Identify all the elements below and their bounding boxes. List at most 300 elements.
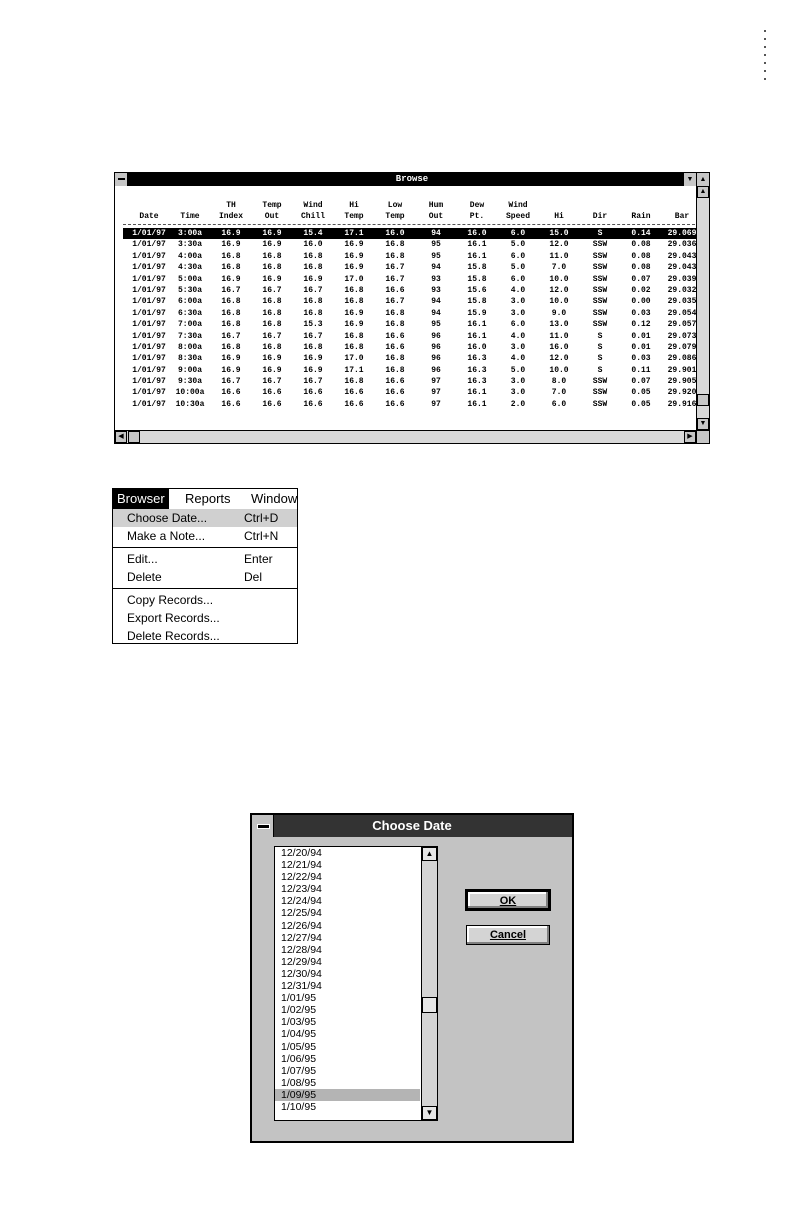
table-row[interactable] (123, 274, 696, 285)
scroll-left-icon[interactable]: ◀ (115, 431, 127, 443)
list-item[interactable]: 12/25/94 (281, 907, 322, 920)
table-cell: 93 (431, 274, 441, 284)
table-cell: 6.0 (510, 320, 526, 330)
table-cell: 13.0 (549, 320, 569, 330)
column-header (656, 188, 696, 222)
table-cell: 16.9 (221, 240, 241, 250)
scroll-up-icon[interactable]: ▲ (697, 186, 709, 198)
menu-bar (113, 489, 298, 510)
browser-menu-screenshot (112, 488, 298, 644)
menu-separator (113, 588, 298, 589)
list-item[interactable]: 12/23/94 (281, 883, 322, 896)
table-cell: 16.6 (221, 399, 241, 409)
size-grip (696, 430, 709, 443)
table-cell: 16.8 (262, 263, 282, 273)
list-item[interactable]: 12/26/94 (281, 919, 322, 932)
table-row[interactable] (123, 365, 696, 376)
list-item[interactable]: 12/30/94 (281, 967, 322, 980)
table-cell: 0.08 (631, 263, 651, 273)
table-cell: 97 (431, 377, 441, 387)
table-cell: 16.7 (221, 377, 241, 387)
browse-grid (115, 186, 696, 430)
column-header-text: Wind (508, 201, 528, 210)
table-cell: 3:00a (177, 229, 202, 238)
table-cell: 16.6 (385, 399, 405, 409)
table-cell: 16.8 (221, 308, 241, 318)
table-row[interactable] (123, 285, 696, 296)
table-cell: 6.0 (510, 251, 526, 261)
table-cell: 16.7 (262, 285, 282, 295)
table-cell: 0.05 (631, 388, 651, 398)
table-cell: 16.8 (303, 342, 323, 352)
table-cell: 16.1 (467, 320, 487, 330)
table-row[interactable] (123, 296, 696, 307)
table-cell: 7:30a (177, 331, 202, 341)
date-list (275, 847, 420, 1113)
scroll-right-icon[interactable]: ▶ (684, 431, 696, 443)
table-cell: 15.0 (549, 229, 569, 238)
table-cell: 29.073 (667, 331, 696, 341)
table-cell: 16.9 (344, 263, 364, 273)
table-cell: 9.0 (551, 308, 567, 318)
list-item[interactable]: 1/04/95 (281, 1028, 317, 1041)
table-cell: 1/01/97 (132, 285, 166, 295)
table-cell: 6.0 (510, 229, 526, 238)
table-cell: 16.8 (385, 354, 405, 364)
table-cell: 16.7 (385, 263, 405, 273)
list-item[interactable]: 1/06/95 (281, 1052, 317, 1065)
table-cell: SSW (592, 274, 608, 284)
table-cell: 16.1 (467, 251, 487, 261)
table-cell: 0.01 (631, 331, 651, 341)
table-cell: 4:00a (177, 251, 202, 261)
table-cell: 29.905 (667, 377, 696, 387)
menu-item-label: Export Records... (127, 611, 220, 625)
table-cell: SSW (592, 399, 608, 409)
ok-button[interactable] (466, 890, 550, 910)
list-item[interactable]: 1/02/95 (281, 1004, 317, 1017)
table-cell: 16.6 (262, 399, 282, 409)
table-cell: 95 (431, 240, 441, 250)
table-cell: 16.6 (221, 388, 241, 398)
list-item[interactable]: 12/20/94 (281, 847, 322, 859)
table-cell: 96 (431, 365, 441, 375)
table-row[interactable] (123, 228, 696, 239)
table-cell: 1/01/97 (132, 263, 166, 273)
column-header-text: Temp (344, 212, 364, 221)
table-cell: 95 (431, 320, 441, 330)
column-header-text: Hum (428, 201, 444, 210)
system-menu-icon[interactable] (252, 815, 274, 837)
column-header-text: Time (180, 212, 200, 221)
table-cell: 5.0 (510, 365, 526, 375)
table-cell: 0.11 (631, 365, 651, 375)
table-cell: 8:30a (177, 354, 202, 364)
menu-item-shortcut: Ctrl+N (244, 529, 279, 543)
table-row[interactable] (123, 251, 696, 262)
table-cell: 4.0 (510, 285, 526, 295)
table-cell: SSW (592, 308, 608, 318)
table-cell: 16.6 (385, 377, 405, 387)
table-cell: 16.8 (385, 320, 405, 330)
table-cell: 10:30a (175, 399, 205, 409)
table-cell: 0.03 (631, 308, 651, 318)
table-cell: 29.920 (667, 388, 696, 398)
table-cell: 29.057 (667, 320, 696, 330)
column-header-text: Hi (349, 201, 359, 210)
table-cell: S (597, 365, 603, 375)
menu-item-edit[interactable] (113, 550, 298, 568)
table-cell: 29.036 (667, 240, 696, 250)
table-cell: 15.4 (303, 229, 323, 238)
table-cell: 5:00a (177, 274, 202, 284)
table-cell: 1/01/97 (132, 365, 166, 375)
table-cell: 7.0 (551, 388, 567, 398)
table-cell: S (597, 229, 603, 238)
column-header-text: Chill (300, 212, 325, 221)
table-row[interactable] (123, 262, 696, 273)
table-cell: SSW (592, 240, 608, 250)
table-cell: 16.3 (467, 365, 487, 375)
table-cell: 12.0 (549, 240, 569, 250)
table-cell: 16.0 (385, 229, 405, 238)
table-cell: 29.035 (667, 297, 696, 307)
menu-item-label: Copy Records... (127, 593, 214, 607)
column-header-text: Hi (554, 212, 564, 221)
table-row[interactable] (123, 331, 696, 342)
table-cell: 97 (431, 388, 441, 398)
table-cell: S (597, 342, 603, 352)
table-cell: 29.901 (667, 365, 696, 375)
table-cell: 16.8 (385, 251, 405, 261)
list-item[interactable]: 12/22/94 (281, 871, 322, 884)
table-cell: 94 (431, 297, 441, 307)
table-cell: 4.0 (510, 354, 526, 364)
table-cell: 16.8 (344, 285, 364, 295)
menu-item-label: Edit... (127, 552, 158, 566)
table-cell: 0.14 (631, 229, 651, 238)
menu-browser[interactable]: Browser (113, 489, 169, 509)
table-cell: 2.0 (510, 399, 526, 409)
list-item[interactable]: 1/09/95 (275, 1089, 420, 1101)
table-cell: 5:30a (177, 285, 202, 295)
table-cell: 16.6 (344, 388, 364, 398)
menu-item-delete[interactable] (113, 568, 298, 586)
table-cell: 16.9 (303, 274, 323, 284)
table-cell: 16.8 (221, 297, 241, 307)
table-cell: 16.8 (303, 251, 323, 261)
vertical-scrollbar[interactable] (696, 186, 709, 430)
column-header-text: Speed (505, 212, 530, 221)
table-cell: 3.0 (510, 388, 526, 398)
table-cell: 16.6 (385, 285, 405, 295)
table-cell: 16.8 (262, 342, 282, 352)
table-cell: 29.069 (667, 229, 696, 238)
list-item[interactable]: 1/08/95 (281, 1076, 317, 1089)
table-cell: SSW (592, 251, 608, 261)
list-item[interactable]: 1/07/95 (281, 1064, 317, 1077)
maximize-icon[interactable]: ▲ (696, 173, 709, 186)
table-cell: 16.9 (221, 365, 241, 375)
menu-item-copy-records[interactable] (113, 591, 298, 609)
table-cell: 1/01/97 (132, 388, 166, 398)
table-cell: 15.8 (467, 297, 487, 307)
table-cell: 11.0 (549, 251, 569, 261)
column-header-text: TH (226, 201, 236, 210)
table-cell: 16.8 (221, 320, 241, 330)
list-item[interactable]: 12/31/94 (281, 980, 322, 993)
table-cell: 10:00a (175, 388, 205, 398)
list-item[interactable]: 1/05/95 (281, 1040, 317, 1053)
table-cell: 94 (431, 308, 441, 318)
menu-reports[interactable]: Reports (185, 491, 231, 506)
table-cell: 16.7 (303, 377, 323, 387)
table-cell: 93 (431, 285, 441, 295)
table-cell: 1/01/97 (132, 399, 166, 409)
table-cell: 16.1 (467, 331, 487, 341)
column-header-text: Dew (469, 201, 485, 210)
table-cell: S (597, 354, 603, 364)
dialog-title: Choose Date (372, 818, 452, 833)
menu-item-label: Delete Records... (127, 629, 220, 643)
table-cell: 16.8 (221, 342, 241, 352)
cancel-button[interactable] (466, 925, 550, 945)
table-cell: 3.0 (510, 297, 526, 307)
table-cell: 10.0 (549, 274, 569, 284)
table-cell: 0.01 (631, 342, 651, 352)
table-cell: 1/01/97 (132, 274, 166, 284)
date-listbox[interactable] (274, 846, 438, 1121)
table-cell: 29.039 (667, 274, 696, 284)
grid-rows (123, 228, 696, 410)
choose-date-dialog (250, 813, 574, 1143)
table-row[interactable] (123, 387, 696, 398)
table-cell: 1/01/97 (132, 251, 166, 261)
column-header-text (656, 200, 696, 211)
menu-item-shortcut: Ctrl+D (244, 511, 279, 525)
table-cell: 15.3 (303, 320, 323, 330)
dialog-title-bar (252, 815, 572, 837)
table-cell: 16.8 (303, 263, 323, 273)
table-cell: 16.1 (467, 240, 487, 250)
horizontal-scrollbar[interactable] (115, 430, 696, 443)
table-cell: 1/01/97 (132, 342, 166, 352)
table-row[interactable] (123, 376, 696, 387)
table-cell: 16.9 (221, 354, 241, 364)
menu-item-delete-records[interactable] (113, 627, 298, 644)
table-cell: 16.8 (262, 320, 282, 330)
table-cell: 17.1 (344, 365, 364, 375)
table-cell: 16.3 (467, 354, 487, 364)
table-row[interactable] (123, 342, 696, 353)
table-cell: 17.0 (344, 274, 364, 284)
table-cell: 0.08 (631, 240, 651, 250)
menu-item-label: Choose Date... (127, 511, 208, 525)
scroll-down-icon[interactable]: ▼ (422, 1106, 437, 1120)
table-cell: 16.7 (385, 297, 405, 307)
window-title: Browse (395, 174, 429, 184)
scroll-thumb-horizontal[interactable] (128, 431, 140, 443)
system-menu-icon[interactable] (115, 173, 128, 186)
table-cell: 16.9 (344, 240, 364, 250)
table-cell: 0.02 (631, 285, 651, 295)
table-cell: 16.8 (221, 263, 241, 273)
browse-window (114, 172, 710, 444)
table-cell: 29.043 (667, 251, 696, 261)
column-header-text: Out (428, 212, 444, 221)
table-cell: 16.8 (344, 331, 364, 341)
table-cell: SSW (592, 263, 608, 273)
table-cell: 12.0 (549, 354, 569, 364)
column-header-text: Out (264, 212, 280, 221)
table-cell: 6:00a (177, 297, 202, 307)
menu-separator (113, 547, 298, 548)
list-item[interactable]: 12/27/94 (281, 931, 322, 944)
table-cell: 6.0 (551, 399, 567, 409)
ok-button-label: OK (499, 895, 517, 907)
scroll-up-icon[interactable]: ▲ (422, 847, 437, 861)
table-cell: 16.8 (303, 297, 323, 307)
table-cell: 0.00 (631, 297, 651, 307)
table-cell: 1/01/97 (132, 297, 166, 307)
column-header-text: Pt. (469, 212, 485, 221)
table-cell: 16.9 (303, 365, 323, 375)
table-cell: 1/01/97 (132, 240, 166, 250)
menu-item-shortcut: Enter (244, 552, 273, 566)
table-cell: 16.6 (303, 399, 323, 409)
table-cell: 16.7 (385, 274, 405, 284)
table-cell: SSW (592, 297, 608, 307)
table-cell: 16.8 (344, 377, 364, 387)
table-cell: 29.079 (667, 342, 696, 352)
table-cell: 16.0 (303, 240, 323, 250)
table-cell: 16.6 (262, 388, 282, 398)
table-cell: 1/01/97 (132, 229, 166, 238)
table-cell: 16.6 (303, 388, 323, 398)
column-header-text: Temp (262, 201, 282, 210)
table-cell: SSW (592, 388, 608, 398)
table-cell: 16.6 (344, 399, 364, 409)
table-cell: 16.1 (467, 388, 487, 398)
table-cell: 16.6 (385, 331, 405, 341)
list-item[interactable]: 12/28/94 (281, 943, 322, 956)
table-row[interactable] (123, 319, 696, 330)
table-cell: 16.9 (262, 229, 282, 238)
menu-item-export-records[interactable] (113, 609, 298, 627)
header-divider (123, 224, 695, 225)
list-item[interactable]: 12/21/94 (281, 859, 322, 872)
menu-item-label: Delete (127, 570, 162, 584)
table-cell: 8:00a (177, 342, 202, 352)
column-header-text: Date (139, 212, 159, 221)
table-cell: 96 (431, 342, 441, 352)
table-cell: 16.9 (221, 274, 241, 284)
table-cell: 16.7 (262, 331, 282, 341)
cancel-button-label: Cancel (489, 929, 527, 941)
table-cell: 4.0 (510, 331, 526, 341)
column-header-text: Wind (303, 201, 323, 210)
menu-window[interactable]: Window (251, 491, 298, 506)
table-cell: 15.8 (467, 263, 487, 273)
column-header-text: Index (218, 212, 243, 221)
table-cell: 3.0 (510, 308, 526, 318)
table-cell: 16.7 (262, 377, 282, 387)
table-cell: 16.7 (221, 331, 241, 341)
table-cell: 6:30a (177, 308, 202, 318)
table-cell: 4:30a (177, 263, 202, 273)
table-cell: 16.8 (221, 251, 241, 261)
table-cell: 17.1 (344, 229, 364, 238)
table-cell: SSW (592, 320, 608, 330)
table-cell: 16.8 (262, 308, 282, 318)
table-cell: 5.0 (510, 263, 526, 273)
table-row[interactable] (123, 353, 696, 364)
table-cell: 96 (431, 354, 441, 364)
list-item[interactable]: 1/03/95 (281, 1016, 317, 1029)
table-cell: 16.0 (467, 229, 487, 238)
table-cell: 94 (431, 229, 441, 238)
table-cell: 15.8 (467, 274, 487, 284)
minimize-icon[interactable]: ▼ (683, 173, 696, 186)
table-cell: 0.05 (631, 399, 651, 409)
list-item[interactable]: 1/01/95 (281, 992, 317, 1005)
menu-item-choose-date[interactable] (113, 509, 298, 527)
table-cell: 95 (431, 251, 441, 261)
scroll-down-icon[interactable]: ▼ (697, 418, 709, 430)
table-cell: 9:00a (177, 365, 202, 375)
table-cell: 16.8 (344, 297, 364, 307)
table-cell: 15.6 (467, 285, 487, 295)
table-cell: 1/01/97 (132, 308, 166, 318)
table-cell: SSW (592, 285, 608, 295)
table-cell: 29.086 (667, 354, 696, 364)
scroll-thumb[interactable] (697, 394, 709, 406)
list-item[interactable]: 1/10/95 (281, 1100, 317, 1113)
list-item[interactable]: 12/24/94 (281, 895, 322, 908)
table-cell: 29.916 (667, 399, 696, 409)
table-row[interactable] (123, 399, 696, 410)
table-cell: 16.8 (385, 365, 405, 375)
table-cell: 1/01/97 (132, 354, 166, 364)
scroll-thumb[interactable] (422, 997, 437, 1013)
table-cell: 0.12 (631, 320, 651, 330)
column-header-text: Temp (385, 212, 405, 221)
table-cell: 16.7 (303, 331, 323, 341)
table-cell: 3.0 (510, 342, 526, 352)
table-row[interactable] (123, 239, 696, 250)
table-cell: 16.8 (262, 297, 282, 307)
listbox-scrollbar[interactable] (421, 847, 437, 1120)
grid-header (123, 188, 696, 222)
table-cell: 15.9 (467, 308, 487, 318)
table-cell: 16.0 (467, 342, 487, 352)
table-cell: 1/01/97 (132, 331, 166, 341)
page-margin-dots (764, 30, 768, 86)
table-cell: 16.9 (262, 365, 282, 375)
table-cell: 7.0 (551, 263, 567, 273)
column-header-text: Low (387, 201, 403, 210)
table-cell: S (597, 331, 603, 341)
table-cell: 16.3 (467, 377, 487, 387)
table-cell: 16.9 (344, 308, 364, 318)
title-bar (115, 173, 709, 186)
menu-item-make-note[interactable] (113, 527, 298, 545)
table-cell: 6.0 (510, 274, 526, 284)
table-cell: 96 (431, 331, 441, 341)
list-item[interactable]: 12/29/94 (281, 955, 322, 968)
table-cell: 29.054 (667, 308, 696, 318)
table-row[interactable] (123, 308, 696, 319)
